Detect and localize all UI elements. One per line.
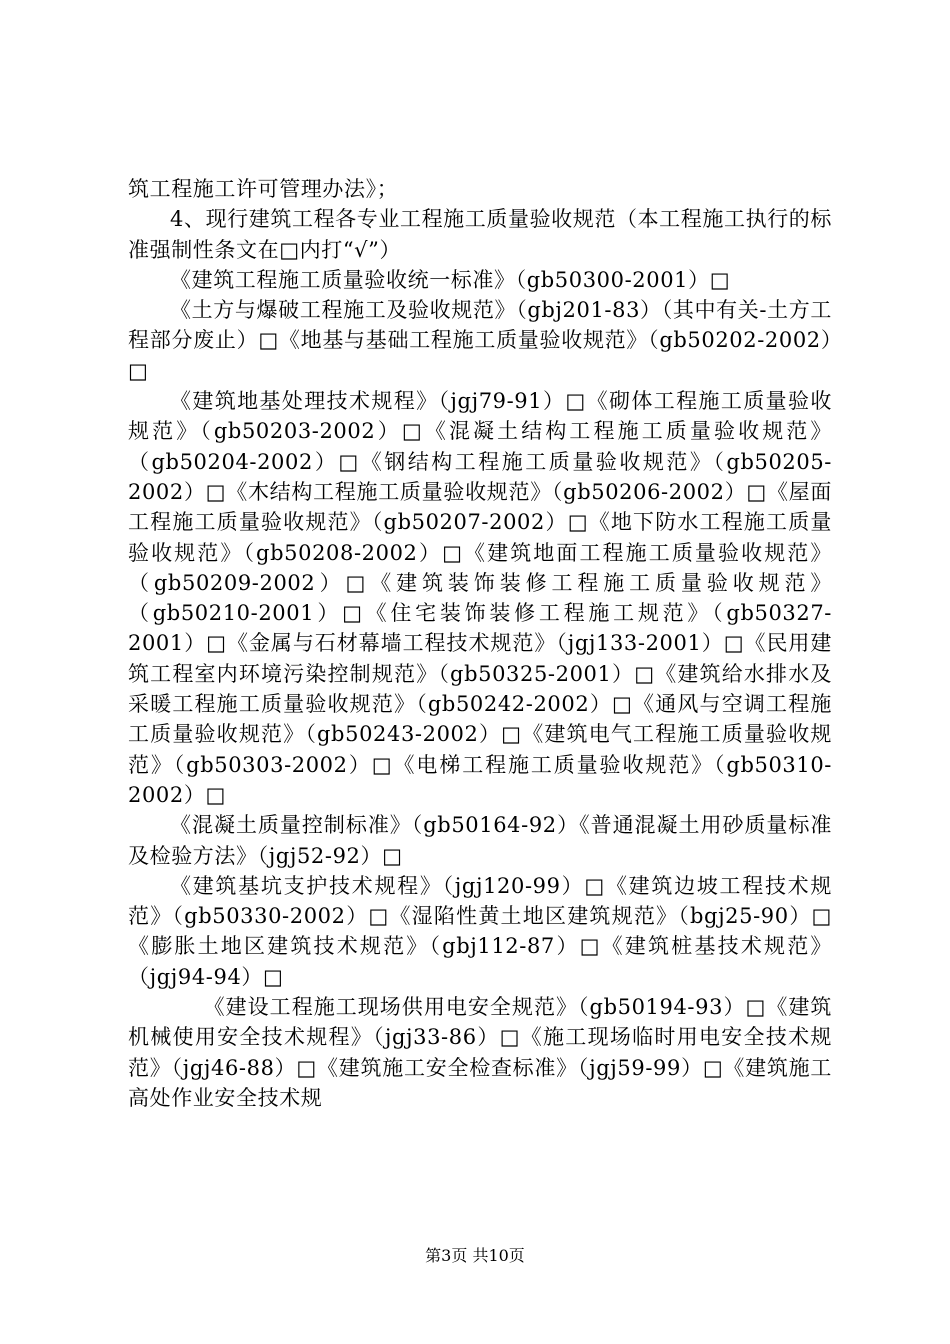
paragraph-continuation: 筑工程施工许可管理办法》； — [128, 177, 399, 201]
paragraph-concrete-quality: 《混凝土质量控制标准》（gb50164-92）《普通混凝土用砂质量标准及检验方法》（jgj52-92）□ — [128, 813, 832, 868]
paragraph-foundation-pit: 《建筑基坑支护技术规程》（jgj120-99）□《建筑边坡工程技术规范》（gb50330-2002）□《湿陷性黄土地区建筑规范》（bgj25-90）□《膨胀土地区建筑技术规范》（gbj112-87）□《建筑桩基技术规范》（jgj94-94）□ — [128, 873, 832, 989]
paragraph-earthwork-foundation: 《土方与爆破工程施工及验收规范》（gbj201-83）（其中有关-土方工程部分废止）□《地基与基础工程施工质量验收规范》（gb50202-2002）□ — [128, 298, 832, 383]
paragraph-section-4-heading: 4、现行建筑工程各专业工程施工质量验收规范（本工程施工执行的标准强制性条文在□内打“√”） — [128, 207, 832, 262]
paragraph-construction-safety: 《建设工程施工现场供用电安全规范》（gb50194-93）□《建筑机械使用安全技术规程》（jgj33-86）□《施工现场临时用电安全技术规范》（jgj46-88）□《建筑施工安全检查标准》（jgj59-99）□《建筑施工高处作业安全技术规 — [128, 995, 832, 1110]
paragraph-quality-acceptance-list: 《建筑地基处理技术规程》（jgj79-91）□《砌体工程施工质量验收规范》（gb50203-2002）□《混凝土结构工程施工质量验收规范》（gb50204-2002）□《钢结构工程施工质量验收规范》（gb50205-2002）□《木结构工程施工质量验收规范》（gb50206-2002）□《屋面工程施工质量验收规范》（gb50207-2002）□《地下防水工程施工质量验收规范》（gb50208-2002）□《建筑地面工程施工质量验收规范》（gb50209-2002）□《建筑装饰装修工程施工质量验收规范》（gb50210-2001）□《住宅装饰装修工程施工规范》（gb50327-2001）□《金属与石材幕墙工程技术规范》（jgj133-2001）□《民用建筑工程室内环境污染控制规范》（gb50325-2001）□《建筑给水排水及采暖工程施工质量验收规范》（gb50242-2002）□《通风与空调工程施工质量验收规范》（gb50243-2002）□《建筑电气工程施工质量验收规范》（gb50303-2002）□《电梯工程施工质量验收规范》（gb50310-2002）□ — [128, 389, 832, 807]
page-number-footer: 第3页 共10页 — [425, 1246, 525, 1265]
document-body — [128, 174, 832, 1113]
paragraph-unified-standard: 《建筑工程施工质量验收统一标准》（gb50300-2001）□ — [170, 267, 731, 292]
